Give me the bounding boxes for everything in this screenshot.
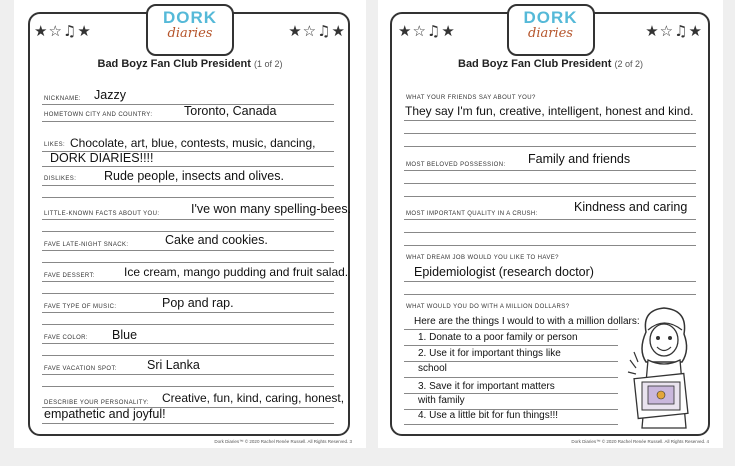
answer-line: [404, 377, 618, 378]
facts-label: LITTLE-KNOWN FACTS ABOUT YOU:: [44, 211, 160, 217]
page-title-text: Bad Boyz Fan Club President: [458, 58, 612, 70]
answer-line: [404, 281, 696, 282]
stars-music-decoration: ★☆♫★: [645, 22, 703, 40]
logo-dork: DORK: [162, 8, 218, 27]
left-page-frame: [28, 12, 350, 436]
vacation-value: Sri Lanka: [147, 358, 200, 372]
color-label: FAVE COLOR:: [44, 335, 88, 341]
answer-line: [42, 312, 334, 313]
logo-dork: DORK: [523, 8, 578, 27]
answer-line: [404, 170, 696, 171]
dessert-value: Ice cream, mango pudding and fruit salad.: [124, 265, 349, 279]
answer-line: [404, 146, 696, 147]
logo-diaries: diaries: [167, 26, 213, 41]
answer-line: [404, 183, 696, 184]
page-title-text: Bad Boyz Fan Club President: [97, 58, 251, 70]
million-item-4: 4. Use a little bit for fun things!!!: [418, 410, 559, 421]
page-number-label: (2 of 2): [614, 59, 643, 69]
answer-line: [42, 250, 334, 251]
answer-line: [404, 294, 696, 295]
left-page: [14, 0, 366, 448]
answer-line: [42, 219, 334, 220]
answer-line: [42, 231, 334, 232]
friends-value: They say I'm fun, creative, intelligent, honest and kind.: [405, 104, 694, 118]
color-value: Blue: [112, 328, 138, 342]
logo-diaries: diaries: [528, 26, 573, 41]
answer-line: [42, 355, 334, 356]
crush-value: Kindness and caring: [574, 200, 688, 214]
answer-line: [404, 232, 696, 233]
personality-value: Creative, fun, kind, caring, honest,: [162, 391, 345, 405]
page-title: [378, 58, 723, 70]
job-label: WHAT DREAM JOB WOULD YOU LIKE TO HAVE?: [406, 255, 559, 261]
possession-value: Family and friends: [528, 152, 631, 166]
answer-line: [404, 133, 696, 134]
nickname-label: NICKNAME:: [44, 96, 81, 102]
answer-line: [42, 386, 334, 387]
answer-line: [42, 166, 334, 167]
stars-music-decoration: ★☆♫★: [34, 22, 92, 40]
vacation-label: FAVE VACATION SPOT:: [44, 366, 117, 372]
million-item-1: 1. Donate to a poor family or person: [418, 332, 578, 343]
page-number-label: (1 of 2): [253, 59, 283, 69]
answer-line: [404, 245, 696, 246]
million-intro: Here are the things I would to with a million dollars:: [414, 316, 640, 327]
dork-diaries-logo: [146, 4, 234, 56]
nickname-value: Jazzy: [94, 88, 126, 102]
million-label: WHAT WOULD YOU DO WITH A MILLION DOLLARS?: [406, 304, 570, 310]
answer-line: [42, 374, 334, 375]
million-item-3: 3. Save it for important matters: [418, 381, 555, 392]
music-value: Pop and rap.: [162, 296, 234, 310]
page-title: [14, 58, 366, 70]
answer-line: [42, 281, 334, 282]
dislikes-label: DISLIKES:: [44, 176, 77, 182]
answer-line: [404, 361, 618, 362]
girl-with-books-illustration: [626, 302, 702, 432]
answer-line: [404, 219, 696, 220]
snack-value: Cake and cookies.: [165, 233, 268, 247]
likes-value-continued: DORK DIARIES!!!!: [50, 151, 154, 165]
dessert-label: FAVE DESSERT:: [44, 273, 95, 279]
dislikes-value: Rude people, insects and olives.: [104, 169, 284, 183]
copyright-footer: Dork Diaries™ © 2020 Rachel Renée Russell. All Rights Reserved. 4: [571, 439, 709, 444]
right-page: [378, 0, 723, 448]
likes-value: Chocolate, art, blue, contests, music, dancing,: [70, 136, 316, 150]
copyright-footer: Dork Diaries™ © 2020 Rachel Renée Russell. All Rights Reserved. 3: [214, 439, 352, 444]
answer-line: [404, 424, 618, 425]
likes-label: LIKES:: [44, 142, 66, 148]
dork-diaries-logo: [507, 4, 595, 56]
answer-line: [42, 423, 334, 424]
stars-music-decoration: ★☆♫★: [288, 22, 346, 40]
answer-line: [42, 197, 334, 198]
answer-line: [404, 393, 618, 394]
answer-line: [42, 121, 334, 122]
music-label: FAVE TYPE OF MUSIC:: [44, 304, 117, 310]
hometown-label: HOMETOWN CITY AND COUNTRY:: [44, 112, 153, 118]
answer-line: [404, 120, 696, 121]
snack-label: FAVE LATE-NIGHT SNACK:: [44, 242, 129, 248]
answer-line: [404, 345, 618, 346]
facts-value: I've won many spelling-bees.: [191, 202, 352, 216]
million-item-2-continued: school: [418, 363, 447, 374]
answer-line: [42, 185, 334, 186]
friends-label: WHAT YOUR FRIENDS SAY ABOUT YOU?: [406, 95, 536, 101]
answer-line: [404, 329, 618, 330]
million-item-3-continued: with family: [418, 395, 465, 406]
possession-label: MOST BELOVED POSSESSION:: [406, 162, 506, 168]
job-value: Epidemiologist (research doctor): [414, 265, 594, 279]
answer-line: [404, 196, 696, 197]
hometown-value: Toronto, Canada: [184, 104, 277, 118]
personality-label: DESCRIBE YOUR PERSONALITY:: [44, 400, 149, 406]
answer-line: [42, 343, 334, 344]
million-item-2: 2. Use it for important things like: [418, 348, 561, 359]
answer-line: [42, 324, 334, 325]
personality-value-continued: empathetic and joyful!: [44, 407, 166, 421]
answer-line: [42, 293, 334, 294]
stars-music-decoration: ★☆♫★: [398, 22, 456, 40]
answer-line: [42, 262, 334, 263]
crush-label: MOST IMPORTANT QUALITY IN A CRUSH:: [406, 211, 538, 217]
